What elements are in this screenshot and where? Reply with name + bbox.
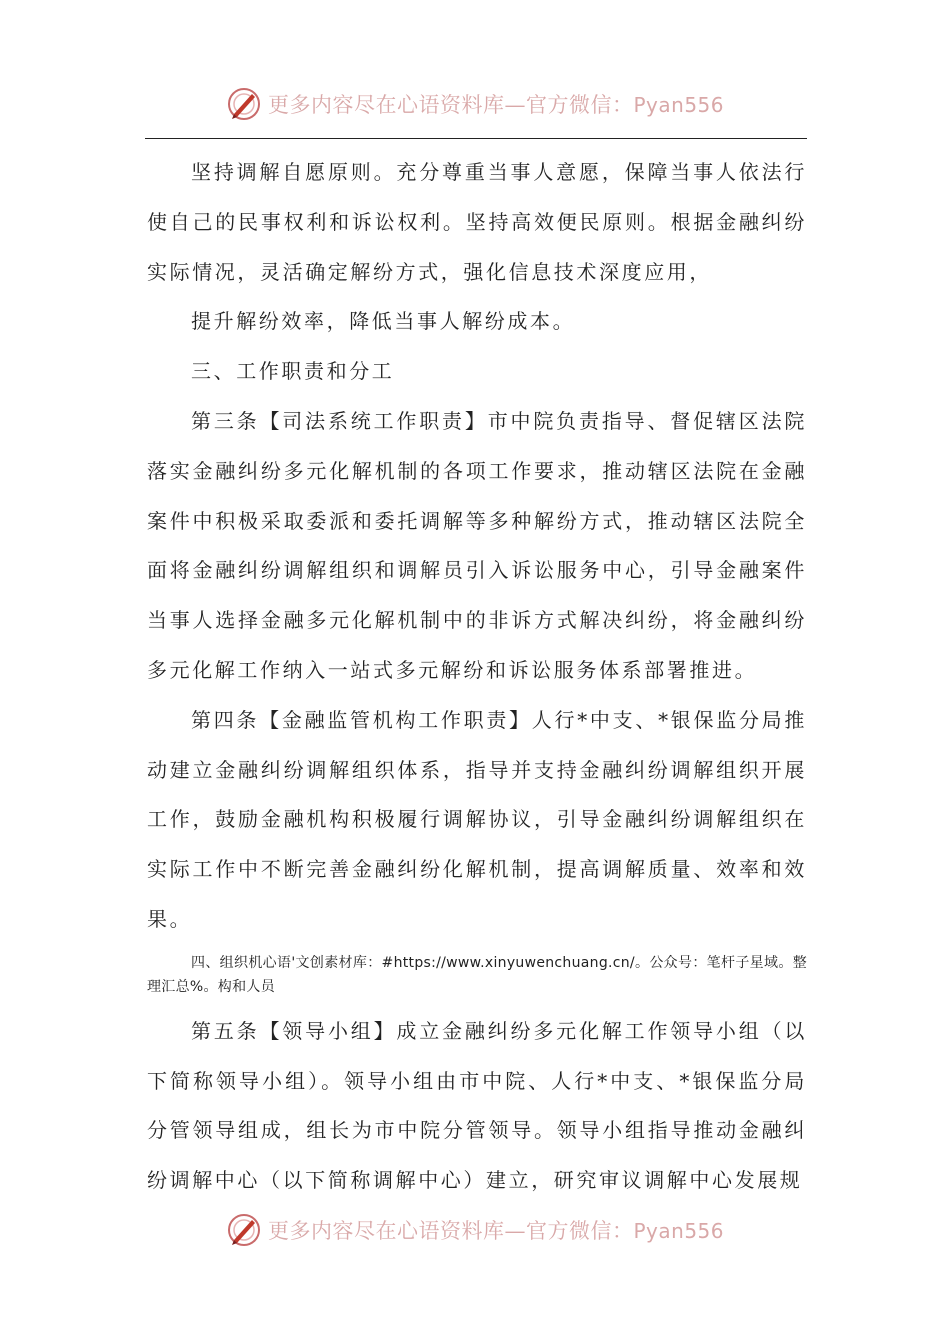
pen-logo-icon	[226, 1212, 262, 1248]
section-heading-duties: 三、工作职责和分工	[191, 359, 395, 384]
paragraph-article-3: 第三条【司法系统工作职责】市中院负责指导、督促辖区法院落实金融纠纷多元化解机制的各项工作要求，推动辖区法院在金融案件中积极采取委派和委托调解等多种解纷方式，推动辖区法院全面将金融纠纷调解组织和调解员引入诉讼服务中心，引导金融案件当事人选择金融多元化解机制中的非诉方式解决纠纷，将金融纠纷多元化解工作纳入一站式多元解纷和诉讼服务体系部署推进。	[147, 408, 807, 682]
footer-banner-suffix: 官方微信：	[525, 1219, 634, 1243]
paragraph-efficiency: 提升解纷效率，降低当事人解纷成本。	[191, 309, 576, 334]
header-banner-suffix: 官方微信：	[525, 93, 634, 117]
header-banner-title: 更多内容尽在心语资料库	[267, 93, 505, 117]
header-banner-id: Pyan556	[633, 93, 724, 117]
header-banner-dash: —	[504, 93, 526, 117]
footer-banner-id: Pyan556	[633, 1219, 724, 1243]
paragraph-article-4: 第四条【金融监管机构工作职责】人行*中支、*银保监分局推动建立金融纠纷调解组织体系，指导并支持金融纠纷调解组织开展工作，鼓励金融机构积极履行调解协议，引导金融纠纷调解组织在实际工作中不断完善金融纠纷化解机制，提高调解质量、效率和效果。	[147, 707, 807, 931]
footer-banner-dash: —	[504, 1219, 526, 1243]
section-heading-organization: 四、组织机心语'文创素材库：#https://www.xinyuwenchuang.cn/。公众号：笔杆子星域。整理汇总%。构和人员	[147, 954, 807, 995]
paragraph-principles: 坚持调解自愿原则。充分尊重当事人意愿，保障当事人依法行使自己的民事权利和诉讼权利。坚持高效便民原则。根据金融纠纷实际情况，灵活确定解纷方式，强化信息技术深度应用，	[147, 160, 807, 284]
footer-banner	[0, 1210, 950, 1250]
pen-logo-icon	[226, 86, 262, 122]
footer-banner-title: 更多内容尽在心语资料库	[267, 1219, 505, 1243]
document-body	[147, 148, 807, 1206]
header-banner	[0, 84, 950, 124]
header-divider	[145, 138, 807, 139]
paragraph-article-5: 第五条【领导小组】成立金融纠纷多元化解工作领导小组（以下简称领导小组）。领导小组由市中院、人行*中支、*银保监分局分管领导组成，组长为市中院分管领导。领导小组指导推动金融纠纷调解中心（以下简称调解中心）建立，研究审议调解中心发展规	[147, 1018, 807, 1193]
